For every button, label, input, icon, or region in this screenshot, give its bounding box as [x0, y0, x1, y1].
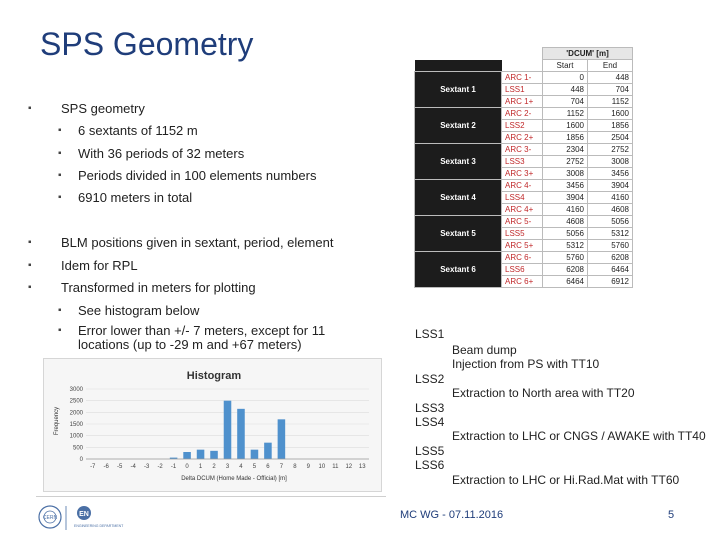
y-tick-label: 0: [79, 457, 83, 463]
x-tick-label: 6: [266, 464, 270, 470]
table-row: [415, 108, 633, 120]
dcum-end: 1600: [588, 108, 633, 120]
histogram-bar: [197, 450, 205, 459]
element-name: ARC 1-: [502, 72, 543, 84]
dcum-end: 3008: [588, 156, 633, 168]
bullet-text: Idem for RPL: [61, 258, 138, 273]
svg-text:ENGINEERING DEPARTMENT: ENGINEERING DEPARTMENT: [74, 524, 124, 528]
dcum-end: 4608: [588, 204, 633, 216]
table-row: [415, 252, 633, 264]
histogram-chart: [43, 358, 382, 492]
bullet-text: Transformed in meters for plotting: [61, 280, 256, 295]
histogram-bar: [237, 409, 245, 459]
dcum-start: 2304: [543, 144, 588, 156]
sextant-label: Sextant 5: [415, 216, 502, 252]
x-tick-label: 13: [358, 464, 366, 470]
y-tick-label: 500: [72, 445, 83, 452]
x-tick-label: 3: [225, 464, 230, 470]
dcum-start: 1600: [543, 120, 588, 132]
x-tick-label: -5: [117, 464, 123, 470]
x-tick-label: -1: [170, 464, 177, 470]
dcum-start: 448: [543, 84, 588, 96]
table-row: [415, 72, 633, 84]
x-tick-label: 1: [198, 464, 203, 470]
lss-desc: Extraction to LHC or Hi.Rad.Mat with TT60: [452, 473, 680, 487]
dcum-start: 3008: [543, 168, 588, 180]
lss-label: LSS4: [415, 415, 445, 429]
sub-bullet-dot: ▪: [58, 192, 62, 203]
dcum-end: 448: [588, 72, 633, 84]
element-name: LSS3: [502, 156, 543, 168]
sextant-label: Sextant 6: [415, 252, 502, 288]
sub-bullet-dot: ▪: [58, 148, 62, 159]
svg-text:CERN: CERN: [42, 515, 58, 521]
dcum-start: 2752: [543, 156, 588, 168]
dcum-start: 5760: [543, 252, 588, 264]
element-name: LSS4: [502, 192, 543, 204]
element-name: LSS6: [502, 264, 543, 276]
element-name: ARC 6+: [502, 276, 543, 288]
x-tick-label: 10: [318, 464, 326, 470]
lss-label: LSS1: [415, 327, 445, 341]
lss-label: LSS3: [415, 401, 445, 415]
sub-bullet-dot: ▪: [58, 170, 62, 181]
svg-text:EN: EN: [79, 511, 89, 518]
sub-bullet-text: 6 sextants of 1152 m: [78, 123, 198, 138]
dcum-start: 0: [543, 72, 588, 84]
sub-bullet-text: Periods divided in 100 elements numbers: [78, 168, 317, 183]
element-name: LSS2: [502, 120, 543, 132]
sub-bullet-text: See histogram below: [78, 303, 200, 318]
histogram-bar: [264, 443, 272, 459]
dcum-start: 6208: [543, 264, 588, 276]
histogram-bar: [183, 452, 191, 459]
sextant-label: Sextant 4: [415, 180, 502, 216]
footer-text: MC WG - 07.11.2016: [400, 509, 504, 521]
sub-bullet-dot: ▪: [58, 305, 62, 316]
x-tick-label: 2: [212, 464, 216, 470]
lss-desc: Extraction to LHC or CNGS / AWAKE with TT40: [452, 429, 706, 443]
x-tick-label: -7: [90, 464, 96, 470]
element-name: ARC 5+: [502, 240, 543, 252]
page-number: 5: [668, 509, 675, 521]
dcum-start: 5312: [543, 240, 588, 252]
element-name: ARC 3+: [502, 168, 543, 180]
dcum-end: 2752: [588, 144, 633, 156]
x-tick-label: 9: [306, 464, 311, 470]
dcum-start: 1152: [543, 108, 588, 120]
cern-logo: [36, 500, 156, 536]
x-tick-label: 8: [293, 464, 297, 470]
dcum-end: 3456: [588, 168, 633, 180]
x-tick-label: 7: [279, 464, 284, 470]
bullet-dot: ▪: [28, 282, 32, 293]
table-header-row: [415, 48, 633, 60]
y-tick-label: 2500: [69, 398, 83, 405]
element-name: ARC 2+: [502, 132, 543, 144]
element-name: LSS1: [502, 84, 543, 96]
element-name: LSS5: [502, 228, 543, 240]
histogram-bar: [210, 451, 218, 459]
sub-bullet-text: Error lower than +/- 7 meters, except for 11 locations (up to -29 m and +67 meters): [78, 323, 326, 352]
dcum-start: 5056: [543, 228, 588, 240]
lss-label: LSS2: [415, 372, 445, 386]
chart-ylabel: Frequency: [54, 406, 60, 436]
y-tick-label: 3000: [69, 387, 83, 393]
lss-desc: Beam dump: [452, 343, 517, 357]
element-name: ARC 4+: [502, 204, 543, 216]
dcum-end: 4160: [588, 192, 633, 204]
dcum-start: 3456: [543, 180, 588, 192]
x-tick-label: -4: [130, 464, 136, 470]
y-tick-label: 1500: [69, 422, 83, 428]
slide-title: SPS Geometry: [40, 26, 254, 62]
x-tick-label: 0: [185, 464, 189, 470]
table-header-end: End: [588, 60, 633, 72]
x-tick-label: 12: [345, 464, 353, 470]
sextant-label: Sextant 3: [415, 144, 502, 180]
x-tick-label: -2: [157, 464, 163, 470]
dcum-end: 1152: [588, 96, 633, 108]
dcum-end: 5760: [588, 240, 633, 252]
table-header-dcum: 'DCUM' [m]: [543, 48, 633, 60]
lss-desc: Injection from PS with TT10: [452, 357, 600, 371]
sub-bullet-dot: ▪: [58, 125, 62, 136]
sub-bullet-dot: ▪: [58, 325, 62, 336]
table-row: [415, 180, 633, 192]
bullet-dot: ▪: [28, 103, 32, 114]
dcum-start: 4160: [543, 204, 588, 216]
table-header-start: Start: [543, 60, 588, 72]
dcum-end: 6208: [588, 252, 633, 264]
sub-bullet-text: With 36 periods of 32 meters: [78, 146, 245, 161]
histogram-bar: [224, 401, 232, 459]
x-tick-label: -6: [103, 464, 109, 470]
x-tick-label: -3: [143, 464, 150, 470]
lss-label: LSS5: [415, 444, 445, 458]
sextant-label: Sextant 1: [415, 72, 502, 108]
table-row: [415, 144, 633, 156]
dcum-table: [414, 47, 633, 288]
lss-desc: Extraction to North area with TT20: [452, 386, 635, 400]
dcum-start: 1856: [543, 132, 588, 144]
dcum-start: 4608: [543, 216, 588, 228]
dcum-end: 5056: [588, 216, 633, 228]
dcum-end: 3904: [588, 180, 633, 192]
dcum-end: 704: [588, 84, 633, 96]
table-row: [415, 216, 633, 228]
element-name: ARC 1+: [502, 96, 543, 108]
sub-bullet-text: 6910 meters in total: [78, 190, 193, 205]
logo-area: [36, 500, 156, 536]
sextant-label: Sextant 2: [415, 108, 502, 144]
dcum-start: 3904: [543, 192, 588, 204]
dcum-end: 6464: [588, 264, 633, 276]
bullet-text: SPS geometry: [61, 101, 145, 116]
dcum-end: 1856: [588, 120, 633, 132]
dcum-end: 5312: [588, 228, 633, 240]
dcum-end: 6912: [588, 276, 633, 288]
chart-xlabel: Delta DCUM (Home Made - Official) [m]: [181, 476, 287, 482]
bullet-text: BLM positions given in sextant, period, element: [61, 235, 334, 250]
lss-label: LSS6: [415, 458, 445, 472]
histogram-svg: [44, 359, 381, 491]
dcum-end: 2504: [588, 132, 633, 144]
element-name: ARC 5-: [502, 216, 543, 228]
x-tick-label: 5: [252, 464, 257, 470]
element-name: ARC 3-: [502, 144, 543, 156]
y-tick-label: 2000: [69, 410, 83, 417]
dcum-start: 704: [543, 96, 588, 108]
dcum-start: 6464: [543, 276, 588, 288]
x-tick-label: 4: [239, 464, 243, 470]
x-tick-label: 11: [332, 464, 339, 470]
chart-title: Histogram: [186, 370, 242, 382]
bullet-dot: ▪: [28, 260, 32, 271]
histogram-bar: [278, 419, 286, 459]
element-name: ARC 6-: [502, 252, 543, 264]
element-name: ARC 4-: [502, 180, 543, 192]
element-name: ARC 2-: [502, 108, 543, 120]
histogram-bar: [251, 450, 259, 459]
bullet-dot: ▪: [28, 237, 32, 248]
y-tick-label: 1000: [69, 433, 83, 440]
table-subheader-row: [415, 60, 633, 72]
footer-divider: [36, 496, 386, 497]
